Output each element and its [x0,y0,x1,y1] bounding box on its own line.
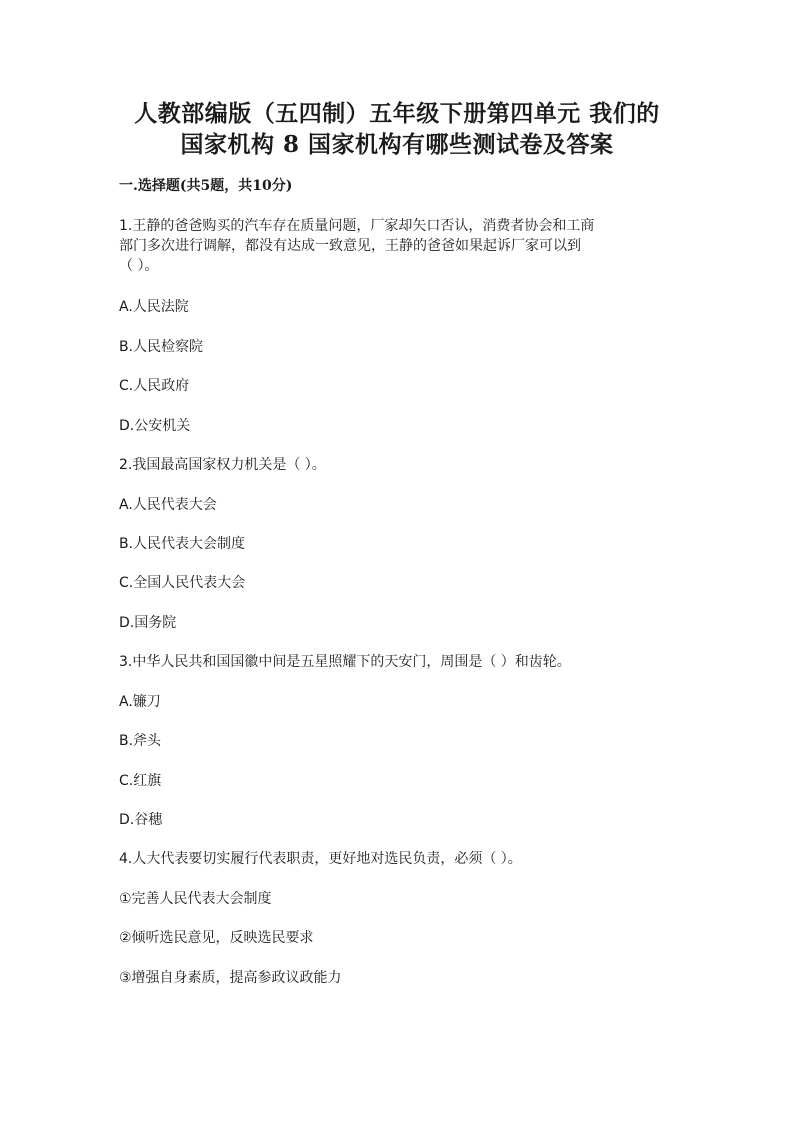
question-4-statement-3: ③增强自身素质，提高参政议政能力 [119,970,342,986]
document-title-line-2: 国家机构 8 国家机构有哪些测试卷及答案 [180,131,614,158]
section-heading: 一.选择题(共5题，共10分) [119,178,293,194]
question-4-statement-2: ②倾听选民意见，反映选民要求 [119,930,314,946]
question-3-option-a: A.镰刀 [119,694,161,710]
question-2-option-a: A.人民代表大会 [119,497,217,513]
question-3-option-c: C.红旗 [119,773,162,789]
question-4-stem: 4.人大代表要切实履行代表职责，更好地对选民负责，必须（ ）。 [119,851,522,867]
question-2-option-d: D.国务院 [119,615,177,631]
question-1-option-b: B.人民检察院 [119,339,204,355]
question-1-stem-line-1: 1.王静的爸爸购买的汽车存在质量问题，厂家却矢口否认，消费者协会和工商 [119,218,595,234]
question-1-option-a: A.人民法院 [119,299,189,315]
question-1-stem-line-3: （ ）。 [119,258,159,274]
question-4-statement-1: ①完善人民代表大会制度 [119,891,272,907]
question-2-option-c: C.全国人民代表大会 [119,575,246,591]
document-title-line-1: 人教部编版（五四制）五年级下册第四单元 我们的 [134,100,660,127]
question-3-option-b: B.斧头 [119,733,162,749]
question-3-stem: 3.中华人民共和国国徽中间是五星照耀下的天安门，周围是（ ）和齿轮。 [119,654,571,670]
question-3-option-d: D.谷穗 [119,812,163,828]
question-1-stem-line-2: 部门多次进行调解，都没有达成一致意见，王静的爸爸如果起诉厂家可以到 [119,238,581,254]
question-1-option-d: D.公安机关 [119,418,191,434]
question-2-stem: 2.我国最高国家权力机关是（ ）。 [119,457,326,473]
question-1-option-c: C.人民政府 [119,378,190,394]
question-2-option-b: B.人民代表大会制度 [119,536,246,552]
